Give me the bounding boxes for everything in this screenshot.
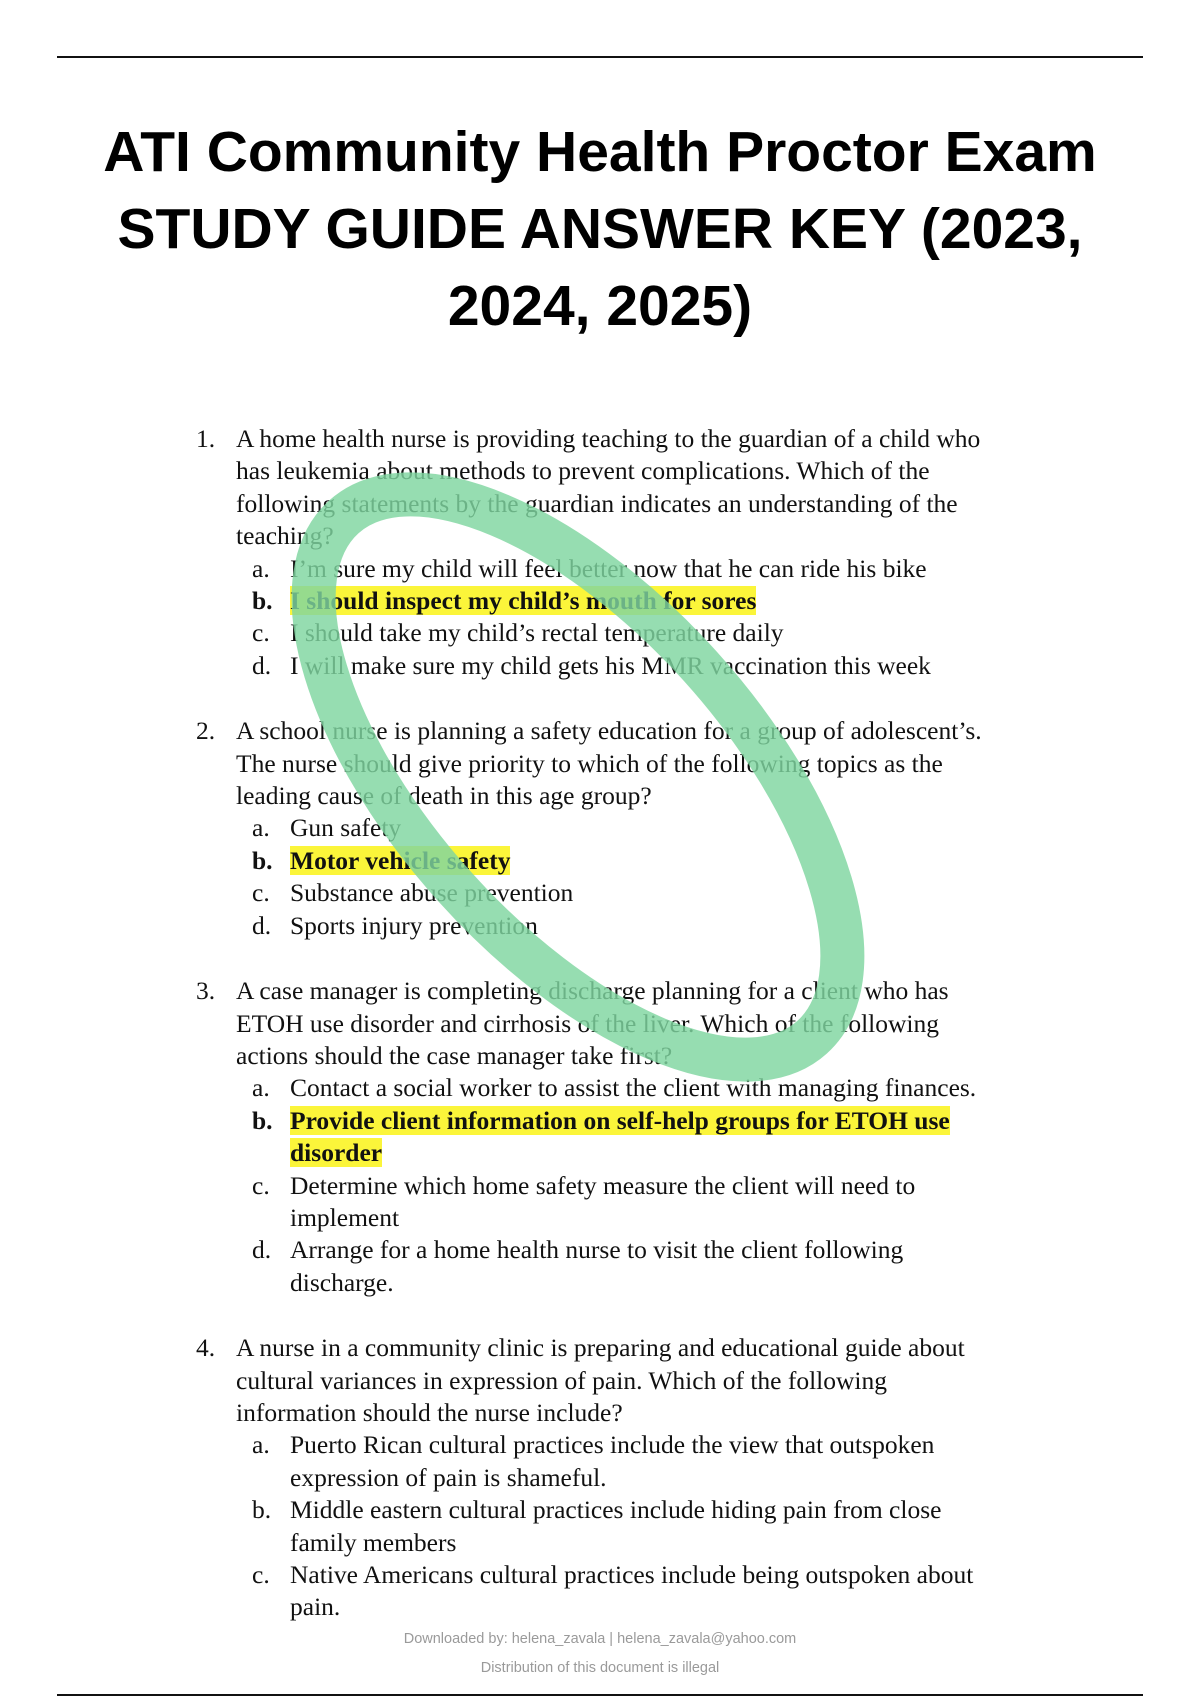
option-text: Puerto Rican cultural practices include the view that outspoken: [290, 1430, 935, 1460]
highlighted-answer-text: Provide client information on self-help groups for ETOH use: [290, 1105, 950, 1135]
footer-downloaded-by: Downloaded by: helena_zavala | helena_zavala@yahoo.com: [403, 1631, 797, 1647]
answer-option-correct: [236, 845, 1096, 877]
answer-option: [236, 1234, 1096, 1299]
question-stem-line: A home health nurse is providing teaching to the guardian of a child who: [236, 424, 981, 453]
highlighted-answer-text: disorder: [290, 1138, 383, 1168]
question-list: [196, 423, 1096, 1657]
option-letter: b.: [252, 586, 273, 616]
question-stem: [236, 715, 1096, 812]
question-stem-line: leading cause of death in this age group?: [236, 781, 652, 811]
option-text: pain.: [290, 1592, 341, 1622]
highlighted-answer-text: Motor vehicle safety: [290, 845, 511, 875]
answer-options: [236, 1072, 1096, 1299]
answer-option: [236, 812, 1096, 844]
option-text: Middle eastern cultural practices include hiding pain from close: [290, 1495, 942, 1525]
question-stem: [236, 975, 1096, 1072]
answer-option: [236, 617, 1096, 649]
option-letter: d.: [252, 650, 272, 680]
question-stem-line: following statements by the guardian indicates an understanding of the: [236, 488, 958, 518]
question-number: 1.: [196, 424, 216, 453]
option-letter: a.: [252, 1430, 270, 1460]
question-item: [196, 715, 1096, 942]
answer-options: [236, 1429, 1096, 1623]
question-stem-line: A nurse in a community clinic is preparing and educational guide about: [236, 1333, 965, 1363]
question-stem-line: has leukemia about methods to prevent complications. Which of the: [236, 456, 930, 486]
option-text: Sports injury prevention: [290, 910, 538, 940]
option-text: implement: [290, 1202, 400, 1232]
title-line-3: 2024, 2025): [447, 274, 753, 338]
answer-options: [236, 553, 1096, 683]
title-line-1: ATI Community Health Proctor Exam: [103, 120, 1097, 184]
answer-option: [236, 650, 1096, 682]
option-text: discharge.: [290, 1267, 394, 1297]
question-stem-line: A school nurse is planning a safety education for a group of adolescent’s.: [236, 716, 982, 746]
question-item: [196, 423, 1096, 682]
answer-option: [236, 1170, 1096, 1235]
answer-option: [236, 1429, 1096, 1494]
option-letter: b.: [252, 1495, 272, 1525]
option-text: family members: [290, 1527, 457, 1557]
option-letter: d.: [252, 910, 272, 940]
question-stem-line: actions should the case manager take first?: [236, 1040, 673, 1070]
option-text: Native Americans cultural practices include being outspoken about: [290, 1560, 974, 1589]
answer-option: [236, 1494, 1096, 1559]
option-letter: b.: [252, 1105, 273, 1135]
document-title: [40, 114, 1160, 345]
question-stem-line: ETOH use disorder and cirrhosis of the liver. Which of the following: [236, 1008, 939, 1038]
question-number: 2.: [196, 716, 216, 746]
option-text: Gun safety: [290, 813, 402, 843]
answer-option: [236, 877, 1096, 909]
answer-option-correct: [236, 1105, 1096, 1170]
option-letter: a.: [252, 1073, 270, 1103]
option-text: Arrange for a home health nurse to visit the client following: [290, 1235, 904, 1265]
question-stem: [236, 1332, 1096, 1429]
top-rule: [57, 56, 1143, 58]
answer-option: [236, 1072, 1096, 1104]
bottom-rule: [57, 1694, 1143, 1696]
question-stem-line: teaching?: [236, 521, 334, 551]
option-letter: a.: [252, 553, 270, 583]
question-stem-line: cultural variances in expression of pain. Which of the following: [236, 1365, 888, 1395]
option-letter: b.: [252, 845, 273, 875]
answer-options: [236, 812, 1096, 942]
highlighted-answer-text: I should inspect my child’s mouth for sores: [290, 586, 757, 616]
answer-option-correct: [236, 585, 1096, 617]
option-letter: c.: [252, 1170, 270, 1200]
question-number: 3.: [196, 976, 216, 1006]
option-letter: a.: [252, 813, 270, 843]
option-text: Contact a social worker to assist the client with managing finances.: [290, 1073, 977, 1103]
option-text: I should take my child’s rectal temperature daily: [290, 618, 784, 648]
question-stem-line: The nurse should give priority to which of the following topics as the: [236, 748, 943, 778]
option-text: expression of pain is shameful.: [290, 1462, 607, 1492]
footer-distribution-notice: Distribution of this document is illegal: [480, 1660, 720, 1676]
question-item: [196, 1332, 1096, 1624]
title-line-2: STUDY GUIDE ANSWER KEY (2023,: [117, 197, 1083, 261]
question-item: [196, 975, 1096, 1299]
answer-option: [236, 1559, 1096, 1624]
option-letter: d.: [252, 1235, 272, 1265]
option-letter: c.: [252, 618, 270, 648]
question-number: 4.: [196, 1333, 216, 1363]
option-text: Substance abuse prevention: [290, 878, 574, 908]
answer-option: [236, 553, 1096, 585]
question-stem: [236, 423, 1096, 553]
option-letter: c.: [252, 1560, 270, 1589]
option-text: I will make sure my child gets his MMR vaccination this week: [290, 650, 931, 680]
answer-option: [236, 910, 1096, 942]
option-letter: c.: [252, 878, 270, 908]
question-stem-line: information should the nurse include?: [236, 1397, 623, 1427]
question-stem-line: A case manager is completing discharge planning for a client who has: [236, 976, 949, 1006]
option-text: Determine which home safety measure the client will need to: [290, 1170, 916, 1200]
option-text: I’m sure my child will feel better now that he can ride his bike: [290, 553, 927, 583]
